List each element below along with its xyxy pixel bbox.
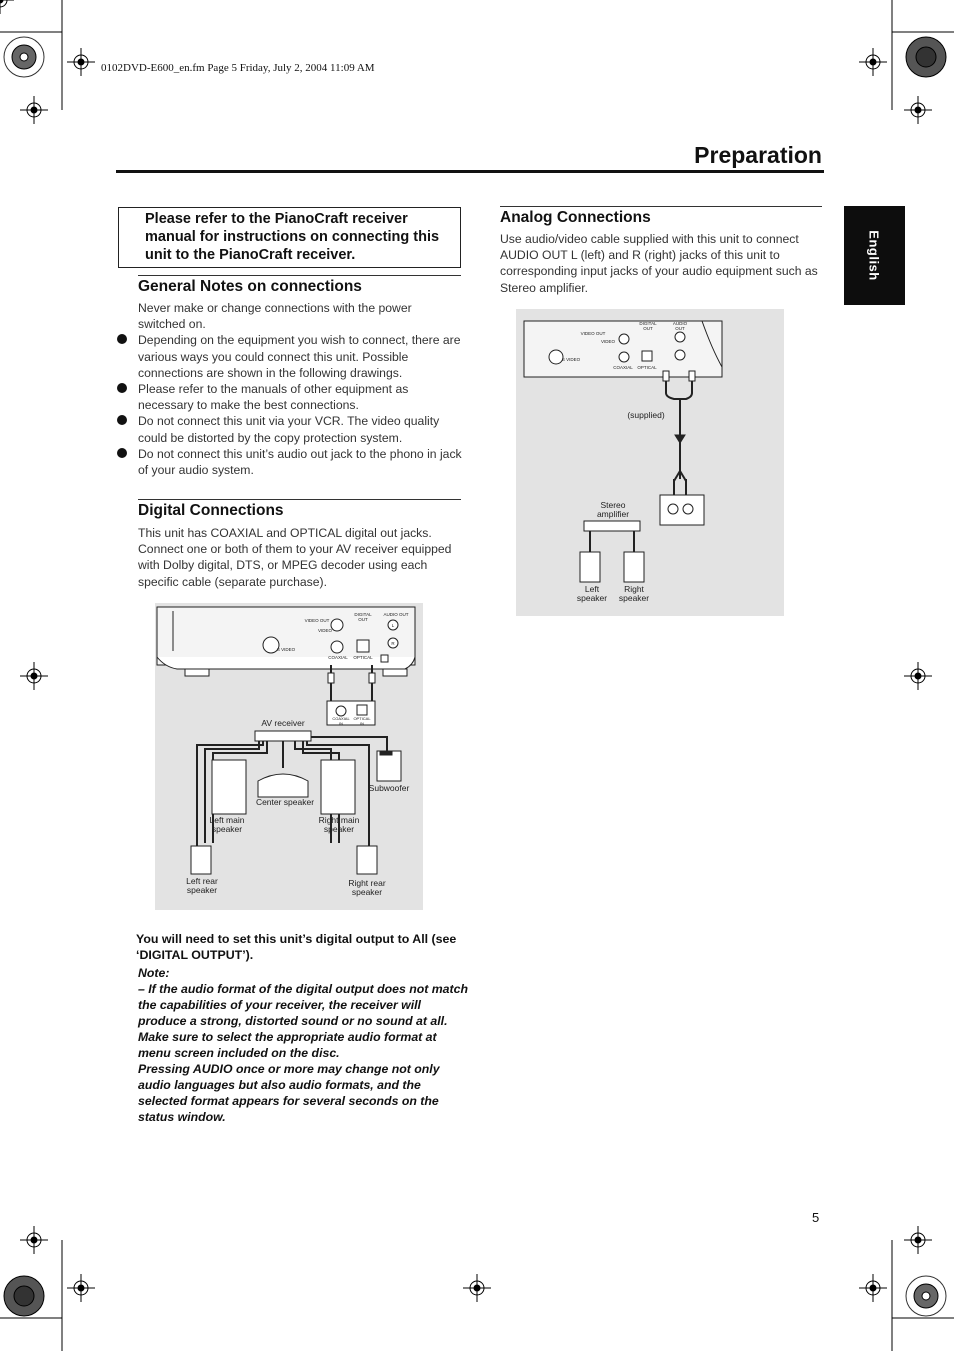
label-left-main-speaker: Left main speaker — [209, 815, 245, 834]
label-video: VIDEO — [600, 339, 615, 344]
page-title: Preparation — [694, 142, 822, 168]
note-title: Note: — [138, 966, 170, 980]
label-right-speaker: Right speaker — [618, 584, 650, 603]
bullet-icon — [117, 383, 127, 393]
label-optical: OPTICAL — [637, 365, 657, 370]
label-left-speaker: Left speaker — [576, 584, 608, 603]
list-item: Do not connect this unit’s audio out jack to the phono in jack of your audio system. — [138, 446, 462, 478]
analog-connections-title: Analog Connections — [500, 206, 822, 227]
list-item: Do not connect this unit via your VCR. The video quality could be distorted by the copy protection system. — [138, 413, 462, 445]
general-notes-body — [138, 300, 462, 478]
label-supplied: (supplied) — [627, 410, 665, 420]
language-tab — [844, 206, 905, 305]
label-video-out: VIDEO OUT — [580, 331, 606, 336]
label-av-receiver: AV receiver — [261, 718, 305, 728]
label-audio-l: L — [391, 623, 395, 628]
general-notes-title: General Notes on connections — [138, 275, 461, 296]
analog-connection-diagram — [516, 309, 784, 616]
label-center-speaker: Center speaker — [255, 797, 315, 807]
note-line-1: – If the audio format of the digital output does not match the capabilities of your receiver, the receiver will produce a strong, distorted sound or no sound at all. Make sure to select the appropriate audio format at menu screen included on the disc. — [138, 982, 468, 1060]
analog-diagram-graphic — [516, 309, 784, 616]
note-block — [138, 965, 468, 1125]
label-s-video: S VIDEO — [561, 357, 581, 362]
analog-connections-body: Use audio/video cable supplied with this unit to connect AUDIO OUT L (left) and R (right) jacks of this unit to corresponding input jacks of your audio equipment such as Stereo amplifier. — [500, 232, 818, 295]
notice-text: Please refer to the PianoCraft receiver manual for instructions on connecting this unit to the PianoCraft receiver. — [145, 211, 440, 263]
file-info-header: 0102DVD-E600_en.fm Page 5 Friday, July 2, 2004 11:09 AM — [101, 62, 375, 74]
digital-connection-diagram — [155, 603, 423, 910]
label-optical-in: OPTICAL IN — [353, 716, 371, 726]
label-stereo-amplifier: Stereo amplifier — [596, 500, 630, 519]
label-right-main-speaker: Right main speaker — [318, 815, 360, 834]
label-digital-out: DIGITAL OUT — [354, 612, 372, 622]
label-s-video: S VIDEO — [276, 647, 296, 652]
digital-connections-title: Digital Connections — [138, 499, 461, 520]
label-video-out: VIDEO OUT — [304, 618, 330, 623]
label-coaxial-in: COAXIAL IN — [332, 716, 350, 726]
label-subwoofer: Subwoofer — [368, 783, 410, 793]
digital-connections-body: This unit has COAXIAL and OPTICAL digital out jacks. Connect one or both of them to your AV receiver equipped with Dolby digital, DTS, or MPEG decoder using each specific cable (separate purchase). — [138, 526, 452, 589]
language-tab-label: English — [866, 230, 882, 281]
label-coaxial: COAXIAL — [328, 655, 348, 660]
list-item: Please refer to the manuals of other equipment as necessary to make the best connections. — [138, 381, 462, 413]
label-audio-out: AUDIO OUT — [672, 321, 688, 331]
label-coaxial: COAXIAL — [613, 365, 633, 370]
label-audio-out: AUDIO OUT — [383, 612, 409, 617]
label-right-rear-speaker: Right rear speaker — [348, 878, 386, 897]
general-notes-intro: Never make or change connections with the power switched on. — [138, 301, 412, 332]
label-audio-r: R — [391, 641, 395, 646]
label-digital-out: DIGITAL OUT — [639, 321, 657, 331]
general-notes-list — [138, 332, 462, 478]
bullet-icon — [117, 448, 127, 458]
digital-output-requirement: You will need to set this unit’s digital output to All (see ‘DIGITAL OUTPUT’). — [136, 932, 457, 962]
label-video: VIDEO — [317, 628, 332, 633]
note-line-2: Pressing AUDIO once or more may change not only audio languages but also audio formats, and the selected format appears for several seconds on the status window. — [138, 1062, 440, 1124]
title-rule — [116, 170, 824, 173]
list-item: Depending on the equipment you wish to connect, there are various ways you could connect this unit. Possible connections are shown in the following drawings. — [138, 332, 462, 381]
label-optical: OPTICAL — [353, 655, 373, 660]
page-number: 5 — [812, 1210, 820, 1225]
label-left-rear-speaker: Left rear speaker — [186, 876, 218, 895]
